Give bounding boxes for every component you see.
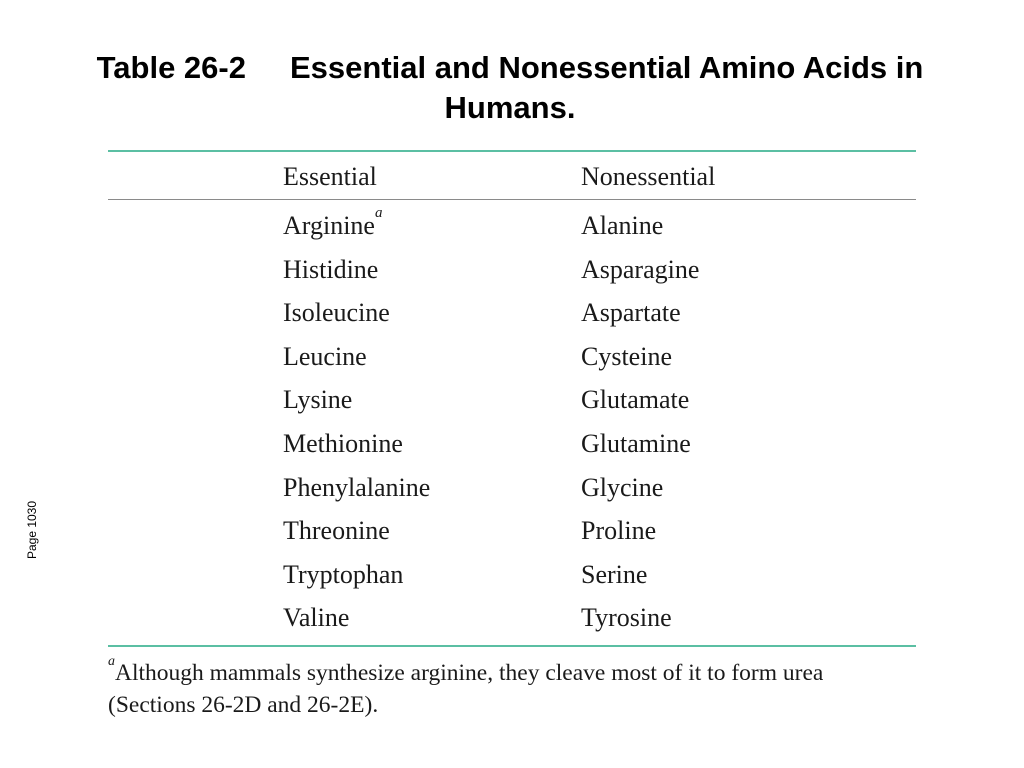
amino-acid-name: Lysine bbox=[283, 385, 353, 415]
essential-item bbox=[283, 205, 430, 252]
amino-acid-name: Valine bbox=[283, 603, 350, 633]
nonessential-item: Glycine bbox=[581, 472, 664, 502]
essential-item bbox=[283, 513, 430, 557]
table-caption: Essential and Nonessential Amino Acids in Humans. bbox=[289, 50, 924, 125]
amino-acid-name: Histidine bbox=[283, 254, 379, 284]
nonessential-item: Glutamate bbox=[581, 385, 690, 415]
table-header-rule bbox=[108, 199, 916, 200]
nonessential-column-header: Nonessential bbox=[581, 162, 716, 191]
table-number: Table 26-2 bbox=[96, 50, 246, 85]
nonessential-list bbox=[581, 208, 699, 644]
essential-item bbox=[283, 470, 430, 514]
amino-acid-name: Arginine bbox=[283, 211, 375, 240]
nonessential-item: Tyrosine bbox=[581, 603, 672, 633]
page-label: Page 1030 bbox=[25, 500, 39, 560]
essential-item bbox=[283, 252, 430, 296]
amino-acid-name: Isoleucine bbox=[283, 298, 390, 328]
amino-acid-name: Tryptophan bbox=[283, 559, 404, 589]
essential-item bbox=[283, 426, 430, 470]
nonessential-item: Aspartate bbox=[581, 298, 681, 328]
footnote-marker: a bbox=[374, 205, 383, 221]
footnote-text: Although mammals synthesize arginine, they cleave most of it to form urea (Sections 26-2D and 26-2E). bbox=[108, 660, 824, 718]
slide-title bbox=[60, 48, 960, 128]
essential-item bbox=[283, 557, 430, 601]
nonessential-item: Serine bbox=[581, 559, 648, 589]
table-bottom-rule bbox=[108, 645, 916, 647]
nonessential-item: Cysteine bbox=[581, 341, 672, 371]
amino-acid-name: Threonine bbox=[283, 516, 390, 546]
essential-column-header: Essential bbox=[283, 162, 377, 191]
amino-acid-name: Leucine bbox=[283, 341, 367, 371]
nonessential-item: Glutamine bbox=[581, 428, 691, 458]
footnote-marker: a bbox=[108, 654, 115, 669]
table-top-rule bbox=[108, 150, 916, 152]
essential-item bbox=[283, 382, 430, 426]
amino-acid-name: Methionine bbox=[283, 428, 403, 458]
essential-list bbox=[283, 205, 431, 644]
nonessential-item: Alanine bbox=[581, 211, 664, 240]
essential-item bbox=[283, 295, 430, 339]
amino-acid-name: Phenylalanine bbox=[283, 472, 431, 502]
essential-item bbox=[283, 339, 430, 383]
nonessential-item: Proline bbox=[581, 516, 657, 546]
table-footnote bbox=[108, 654, 908, 721]
nonessential-item: Asparagine bbox=[581, 254, 700, 284]
essential-item bbox=[283, 600, 430, 644]
